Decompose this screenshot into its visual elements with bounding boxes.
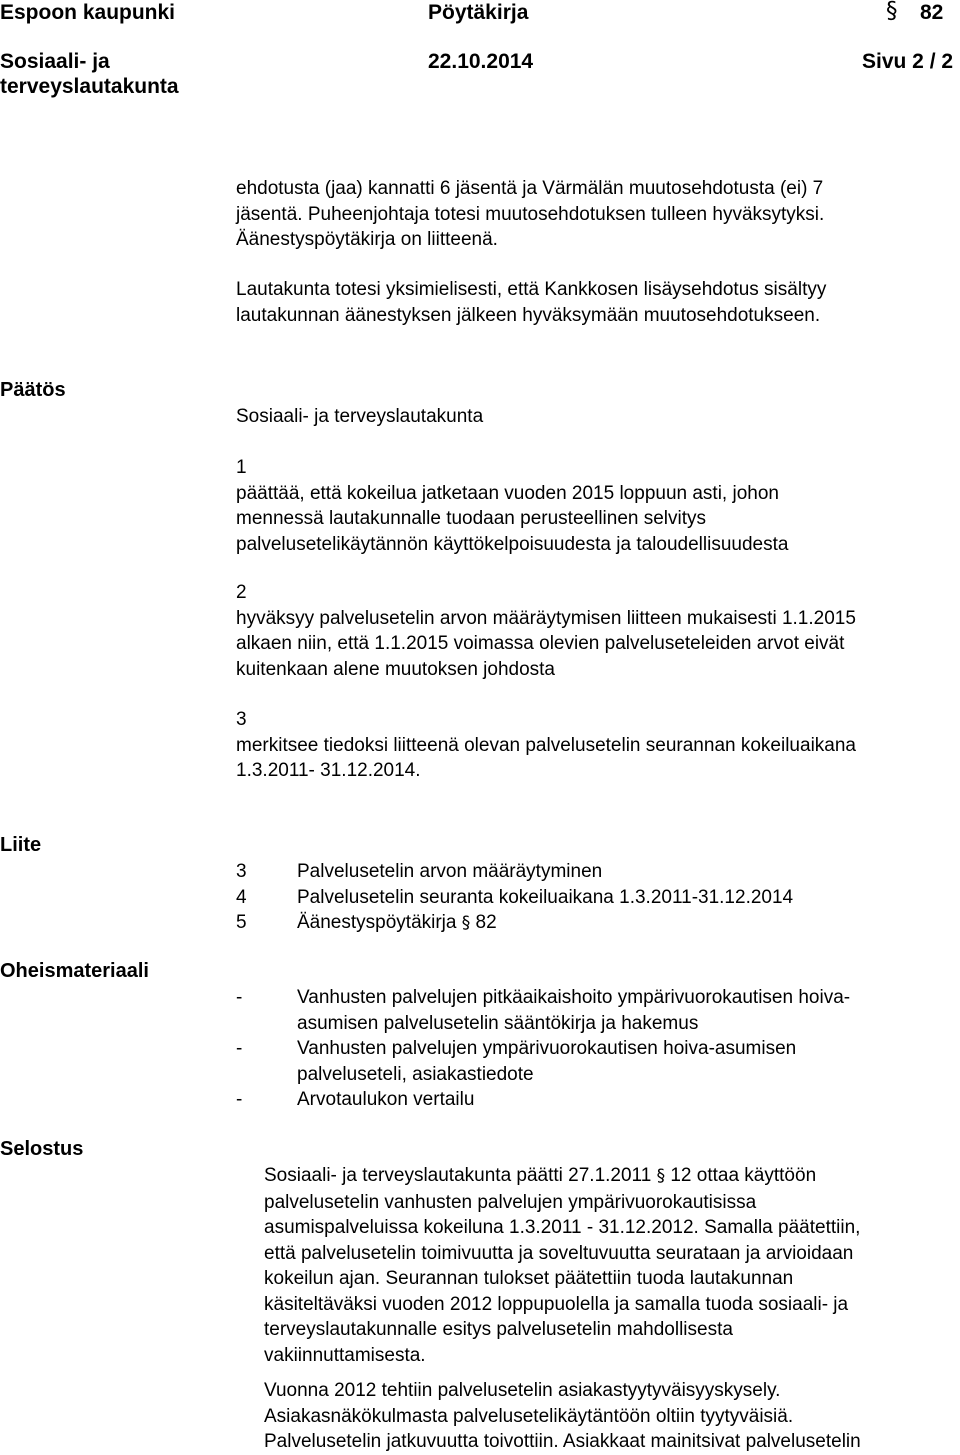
liite-label: Liite (0, 834, 42, 856)
paatos-item-number: 3 (236, 709, 247, 730)
paatos-item-line: kuitenkaan alene muutoksen johdosta (236, 658, 556, 680)
paatos-item-1 (236, 455, 788, 557)
selostus-line (264, 1163, 860, 1190)
selostus-paragraph-1 (264, 1163, 860, 1368)
intro-line: ehdotusta (jaa) kannatti 6 jäsentä ja Värmälän muutosehdotusta (ei) 7 (236, 178, 824, 199)
oheismateriaali-list (236, 985, 850, 1113)
header-section-number (886, 0, 944, 25)
liite-item[interactable] (236, 859, 793, 885)
paatos-item-line: 1.3.2011- 31.12.2014. (236, 760, 421, 781)
oheismateriaali-line: Vanhusten palvelujen ympärivuorokautisen hoiva-asumisen (297, 1038, 797, 1059)
oheismateriaali-item (236, 1036, 850, 1062)
selostus-line: terveyslautakunnalle esitys palvelusetelin mahdollisesta (264, 1319, 733, 1340)
oheismateriaali-line: Vanhusten palvelujen pitkäaikaishoito ympärivuorokautisen hoiva- (297, 987, 851, 1008)
list-dash: - (236, 987, 243, 1008)
oheismateriaali-label: Oheismateriaali (0, 960, 149, 982)
selostus-label: Selostus (0, 1138, 84, 1160)
section-sign-icon: § (461, 913, 471, 933)
oheismateriaali-item (236, 1087, 850, 1113)
paatos-subject: Sosiaali- ja terveyslautakunta (236, 406, 484, 427)
liite-item-text: Palvelusetelin arvon määräytyminen (297, 861, 603, 882)
oheismateriaali-line: palveluseteli, asiakastiedote (297, 1063, 534, 1085)
header-committee-line2: terveyslautakunta (0, 75, 179, 98)
paatos-item-line: palvelusetelikäytännön käyttökelpoisuudesta ja taloudellisuudesta (236, 533, 789, 555)
paatos-item-3 (236, 707, 856, 784)
selostus-paragraph-2 (264, 1378, 861, 1455)
paatos-item-line: alkaen niin, että 1.1.2015 voimassa olevien palveluseteleiden arvot eivät (236, 633, 845, 654)
list-dash: - (236, 1089, 243, 1110)
selostus-line: Asiakasnäkökulmasta palvelusetelikäytäntöön oltiin tyytyväisiä. (264, 1405, 794, 1427)
paatos-item-number: 2 (236, 582, 247, 603)
header-section-value: 82 (920, 1, 944, 24)
paatos-item-line: päättää, että kokeilua jatketaan vuoden 2015 loppuun asti, johon (236, 482, 779, 504)
section-sign-icon: § (886, 0, 898, 24)
selostus-line: käsiteltäväksi vuoden 2012 loppupuolella ja samalla tuoda sosiaali- ja (264, 1293, 849, 1315)
section-sign-icon: § (656, 1166, 666, 1186)
oheismateriaali-line: asumisen palvelusetelin sääntökirja ja hakemus (297, 1012, 699, 1034)
oheismateriaali-line: Arvotaulukon vertailu (297, 1089, 475, 1110)
intro-line: jäsentä. Puheenjohtaja totesi muutosehdotuksen tulleen hyväksytyksi. (236, 203, 825, 225)
intro-paragraph-2 (236, 277, 826, 328)
liite-item-number: 3 (236, 861, 247, 882)
intro-line: Lautakunta totesi yksimielisesti, että Kankkosen lisäysehdotus sisältyy (236, 279, 827, 300)
paatos-item-number: 1 (236, 457, 247, 478)
header-org: Espoon kaupunki (0, 1, 176, 24)
selostus-line: Vuonna 2012 tehtiin palvelusetelin asiakastyytyväisyyskysely. (264, 1380, 781, 1401)
selostus-line: Palvelusetelin jatkuvuutta toivottiin. Asiakkaat mainitsivat palvelusetelin (264, 1431, 861, 1452)
liite-item-text: Äänestyspöytäkirja (297, 912, 457, 933)
paatos-label: Päätös (0, 379, 66, 401)
list-dash: - (236, 1038, 243, 1059)
header-date: 22.10.2014 (428, 50, 534, 73)
paatos-item-line: merkitsee tiedoksi liitteenä olevan palvelusetelin seurannan kokeiluaikana (236, 734, 856, 756)
header-committee-line1: Sosiaali- ja (0, 50, 110, 73)
intro-paragraph-1 (236, 176, 824, 253)
intro-line: lautakunnan äänestyksen jälkeen hyväksymään muutosehdotukseen. (236, 304, 821, 326)
liite-item-ref: 82 (475, 912, 497, 933)
liite-item[interactable] (236, 910, 793, 937)
selostus-line: asumispalveluissa kokeiluna 1.3.2011 - 31.12.2012. Samalla päätettiin, (264, 1217, 861, 1238)
paatos-item-2 (236, 580, 856, 682)
header-doc-type: Pöytäkirja (428, 1, 529, 24)
selostus-line: palvelusetelin vanhusten palvelujen ympärivuorokautisissa (264, 1191, 757, 1213)
liite-item-number: 4 (236, 886, 247, 908)
selostus-line: että palvelusetelin toimivuutta ja soveltuvuutta seurataan ja arvioidaan (264, 1242, 854, 1264)
selostus-text: Sosiaali- ja terveyslautakunta päätti 27.1.2011 (264, 1165, 652, 1186)
oheismateriaali-item (236, 985, 850, 1011)
liite-item[interactable] (236, 885, 793, 911)
liite-item-text: Palvelusetelin seuranta kokeiluaikana 1.3.2011-31.12.2014 (297, 886, 794, 908)
liite-list (236, 859, 793, 937)
selostus-line: vakiinnuttamisesta. (264, 1344, 426, 1366)
paatos-item-line: mennessä lautakunnalle tuodaan perusteellinen selvitys (236, 508, 707, 529)
paatos-item-line: hyväksyy palvelusetelin arvon määräytymisen liitteen mukaisesti 1.1.2015 (236, 607, 856, 629)
intro-line: Äänestyspöytäkirja on liitteenä. (236, 229, 498, 250)
header-page: Sivu 2 / 2 (862, 50, 954, 73)
liite-item-number: 5 (236, 912, 247, 933)
selostus-line: kokeilun ajan. Seurannan tulokset päätettiin tuoda lautakunnan (264, 1268, 794, 1289)
selostus-text: 12 ottaa käyttöön (670, 1165, 817, 1186)
